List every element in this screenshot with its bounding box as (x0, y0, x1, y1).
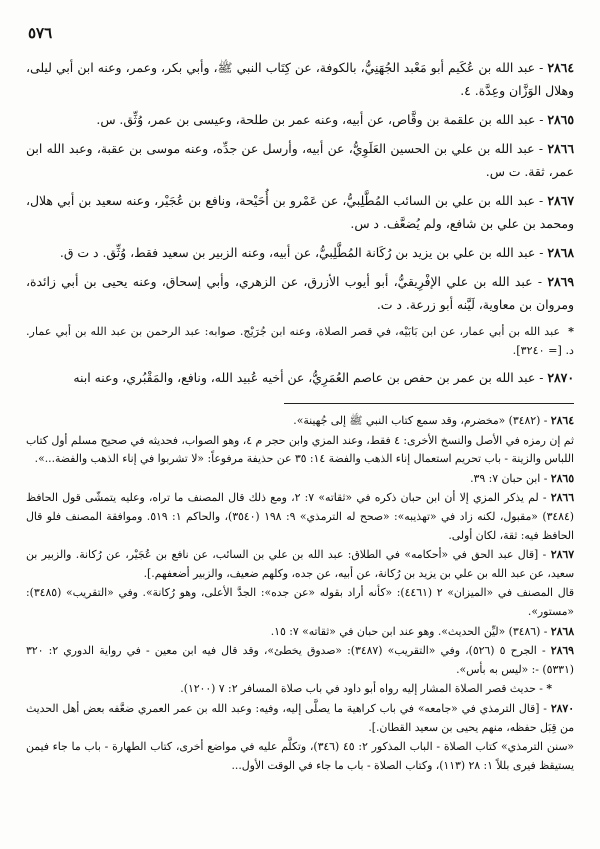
entry-2864: ٢٨٦٤ - عبد الله بن عُكَيم أبو مَعْبد الجُهَنِيُّ، بالكوفة، عن كِتَاب النبي ﷺ، وأبي بكر، وعمر، وعنه ابن أبي ليلى، وهلال الوَزَّان وعِدَّة. ٤. (26, 60, 574, 98)
entry-text: عبد الله بن عمر بن حفص بن عاصم العُمَرِيُّ، عن أخيه عُبيد الله، ونافع، والمَقْبُري، وعنه ابنه (73, 370, 536, 385)
star-marker: * (568, 324, 575, 338)
footnote: ٢٨٦٥ - ابن حبان ٧: ٣٩. (470, 471, 574, 485)
entry-2868: ٢٨٦٨ - عبد الله بن علي بن يزيد بن رُكَانة المُطَّلِبيُّ، عن أبيه، وعنه الزبير بن سعيد فقط، وُثِّق. د ت ق. (59, 245, 574, 260)
footnotes-section (26, 412, 574, 775)
footnote-text: الجرح ٥ (٥٢٦)، وفي «التقريب» (٣٤٨٧): «صدوق يخطئ»، وقد قال فيه ابن معين - في رواية الدوري ٢: ٣٢٠ (٥٣٣١) -: «ليس به بأس». (26, 644, 574, 676)
footnote: ٢٨٦٧ - [قال عبد الحق في «أحكامه» في الطلاق: عبد الله بن علي بن السائب، عن نافع بن عُجَيْر، عن رُكانة. والزبير بن سعيد، عن عبد الله بن علي بن يزيد بن رُكانة، عن أبيه، عن جده، وكلهم ضعيف، والزبير أضعفهم.]. (26, 548, 574, 580)
footnote-number: ٢٨٦٧ (550, 548, 574, 562)
footnote-text: (٣٤٨٢) «مخضرم، وقد سمع كتاب النبي ﷺ إلى جُهينة». (293, 414, 541, 427)
entry-text: عبد الله بن علي بن الحسين العَلَوِيُّ، عن أبيه، وأرسل عن جدِّه، وعنه موسى بن عقبة، وعبد الله ابن عمر، ثقة. ت س. (26, 141, 574, 179)
entry-2865: ٢٨٦٥ - عبد الله بن علقمة بن وقَّاص، عن أبيه، وعنه عمر بن طلحة، وعيسى بن عمر، وُثِّق. س. (96, 112, 574, 127)
entry-number: ٢٨٦٨ (547, 245, 574, 260)
entry-number: ٢٨٦٧ (547, 193, 574, 208)
entry-2870: ٢٨٧٠ - عبد الله بن عمر بن حفص بن عاصم العُمَرِيُّ، عن أخيه عُبيد الله، ونافع، والمَقْبُري، وعنه ابنه (73, 370, 574, 385)
entry-2866: ٢٨٦٦ - عبد الله بن علي بن الحسين العَلَوِيُّ، عن أبيه، وأرسل عن جدِّه، وعنه موسى بن عقبة، وعبد الله ابن عمر، ثقة. ت س. (26, 141, 574, 179)
entry-2867: ٢٨٦٧ - عبد الله بن علي بن السائب المُطَّلِبيُّ، عن عَمْرو بن أُحَيْحة، ونافع بن عُجَيْر، وعنه سعيد بن أبي هلال، ومحمد بن علي بن شافع، ولم يُضعَّف. د س. (26, 193, 574, 231)
entry-text: عبد الله بن عُكَيم أبو مَعْبد الجُهَنِيُّ، بالكوفة، عن كِتَاب النبي ﷺ، وأبي بكر، وعمر، وعنه ابن أبي ليلى، وهلال الوَزَّان وعِدَّة. ٤. (26, 60, 574, 98)
footnote-text: [قال عبد الحق في «أحكامه» في الطلاق: عبد الله بن علي بن السائب، عن نافع بن عُجَيْر، عن رُكانة. والزبير بن سعيد، عن عبد الله بن علي بن يزيد بن رُكانة، عن أبيه، عن جده، وكلهم ضعيف، والزبير أضعفهم.]. (26, 548, 574, 580)
footnote-number: ٢٨٧٠ (550, 701, 575, 715)
footnote-number: ٢٨٦٩ (550, 644, 574, 658)
footnote-text: [قال الترمذي في «جامعه» في باب كراهية ما يصلَّى إليه، وفيه: وعبد الله بن عمر العمري ضعَّفه بعض أهل الحديث من قِبَل حفظه، منهم يحيى بن سعيد القطان.]. (26, 701, 574, 734)
entry-number: ٢٨٦٩ (547, 274, 574, 289)
footnote-text: قال المصنف في «الميزان» ٢ (٤٤٦١): «كأنه أراد بقوله «عن جده»: الجدَّ الأعلى، وهو رُكانة». وفي «التقريب» (٣٤٨٥): «مستور». (26, 586, 574, 618)
entry-number: ٢٨٦٤ (547, 60, 574, 75)
footnote: ٢٨٦٩ - الجرح ٥ (٥٢٦)، وفي «التقريب» (٣٤٨٧): «صدوق يخطئ»، وقد قال فيه ابن معين - في رواية الدوري ٢: ٣٢٠ (٥٣٣١) -: «ليس به بأس». (26, 644, 574, 676)
entry-number: ٢٨٦٥ (547, 112, 574, 127)
main-text (26, 56, 574, 389)
footnote-star-marker: * (546, 682, 552, 696)
footnote-text: حديث قصر الصلاة المشار إليه رواه أبو داود في باب صلاة المسافر ٢: ٧ (١٢٠٠). (180, 682, 536, 696)
footnote-number: ٢٨٦٦ (550, 491, 574, 505)
footnote-continuation (26, 584, 574, 621)
footnote-text: «سنن الترمذي» كتاب الصلاة - الباب المذكور ٢: ٤٥ (٣٤٦)، وتكلَّم عليه في مواضع أخرى، كتاب الطهارة - باب ما جاء فيمن يستيقظ فيرى بللاً ١: ٢٨ (١١٣)، وكتاب الصلاة - باب ما جاء في الوقت الأول... (26, 740, 574, 772)
footnote: ٢٨٦٤ - (٣٤٨٢) «مخضرم، وقد سمع كتاب النبي ﷺ إلى جُهينة». (293, 414, 574, 427)
footnote-number: ٢٨٦٤ (550, 414, 574, 427)
footnote-text: لم يذكر المزي إلا أن ابن حبان ذكره في «ثقاته» ٧: ٢، ومع ذلك قال المصنف ما تراه، وعليه يتمشّى قول الحافظ (٣٤٨٤) «مقبول، لكنه زاد في «تهذيبه»: «صحح له الترمذي» ٩: ١٩٨ (٣٥٤٠)، والحاكم ١: ٥١٩. وموافقة المصنف فلو قال الحافظ فيه: ثقة، لكان أولى. (26, 491, 574, 542)
footnote-continuation (26, 738, 574, 775)
star-entry (26, 322, 574, 360)
footnote-number: ٢٨٦٨ (550, 624, 574, 638)
footnote-text: ثم إن رمزه في الأصل والنسخ الأخرى: ٤ فقط، وعند المزي وابن حجر م ٤، وهو الصواب، فحديثه في صحيح مسلم أول كتاب اللباس والزينة - باب تحريم استعمال إناء الذهب والفضة ١٤: ٣٥ عن حذيفة مرفوعاً: «لا تشربوا في إناء الذهب والفضة...». (26, 433, 574, 466)
footnote-divider (284, 403, 574, 404)
footnote-continuation (26, 432, 574, 469)
entry-text: عبد الله بن علي الإفْرِيقيُّ، أبو أيوب الأزرق، عن الزهري، وأبي إسحاق، وعنه يحيى بن أبي زائدة، ومروان بن معاوية، لَيَّنه أبو زرعة. د ت. (26, 274, 574, 312)
entry-2869: ٢٨٦٩ - عبد الله بن علي الإفْرِيقيُّ، أبو أيوب الأزرق، عن الزهري، وأبي إسحاق، وعنه يحيى بن أبي زائدة، ومروان بن معاوية، لَيَّنه أبو زرعة. د ت. (26, 274, 574, 312)
footnote-star: * - حديث قصر الصلاة المشار إليه رواه أبو داود في باب صلاة المسافر ٢: ٧ (١٢٠٠). (180, 682, 552, 696)
footnote: ٢٨٦٨ - (٣٤٨٦) «ليِّن الحديث». وهو عند ابن حبان في «ثقاته» ٧: ١٥. (270, 624, 574, 638)
page-number: ٥٧٦ (28, 24, 53, 42)
footnote-number: ٢٨٦٥ (550, 471, 574, 485)
entry-number: ٢٨٦٦ (547, 141, 574, 156)
footnote: ٢٨٧٠ - [قال الترمذي في «جامعه» في باب كراهية ما يصلَّى إليه، وفيه: وعبد الله بن عمر العمري ضعَّفه بعض أهل الحديث من قِبَل حفظه، منهم يحيى بن سعيد القطان.]. (26, 701, 575, 734)
star-entry-text: عبد الله بن أبي عمار، عن ابن بَابَيْه، في قصر الصلاة، وعنه ابن جُرَيْج. صوابه: عبد الرحمن بن عبد الله بن أبي عمار. د. [= ٣٢٤٠]. (26, 325, 574, 357)
entry-text: عبد الله بن علي بن السائب المُطَّلِبيُّ، عن عَمْرو بن أُحَيْحة، ونافع بن عُجَيْر، وعنه سعيد بن أبي هلال، ومحمد بن علي بن شافع، ولم يُضعَّف. د س. (26, 193, 574, 231)
footnote-text: (٣٤٨٦) «ليِّن الحديث». وهو عند ابن حبان في «ثقاته» ٧: ١٥. (270, 624, 541, 638)
footnote: ٢٨٦٦ - لم يذكر المزي إلا أن ابن حبان ذكره في «ثقاته» ٧: ٢، ومع ذلك قال المصنف ما تراه، وعليه يتمشّى قول الحافظ (٣٤٨٤) «مقبول، لكنه زاد في «تهذيبه»: «صحح له الترمذي» ٩: ١٩٨ (٣٥٤٠)، والحاكم ١: ٥١٩. وموافقة المصنف فلو قال الحافظ فيه: ثقة، لكان أولى. (26, 491, 574, 542)
entry-text: عبد الله بن علقمة بن وقَّاص، عن أبيه، وعنه عمر بن طلحة، وعيسى بن عمر، وُثِّق. س. (96, 112, 536, 127)
footnote-text: ابن حبان ٧: ٣٩. (470, 471, 541, 485)
entry-text: عبد الله بن علي بن يزيد بن رُكَانة المُطَّلِبيُّ، عن أبيه، وعنه الزبير بن سعيد فقط، وُثِّق. د ت ق. (59, 245, 536, 260)
entry-number: ٢٨٧٠ (547, 370, 574, 385)
